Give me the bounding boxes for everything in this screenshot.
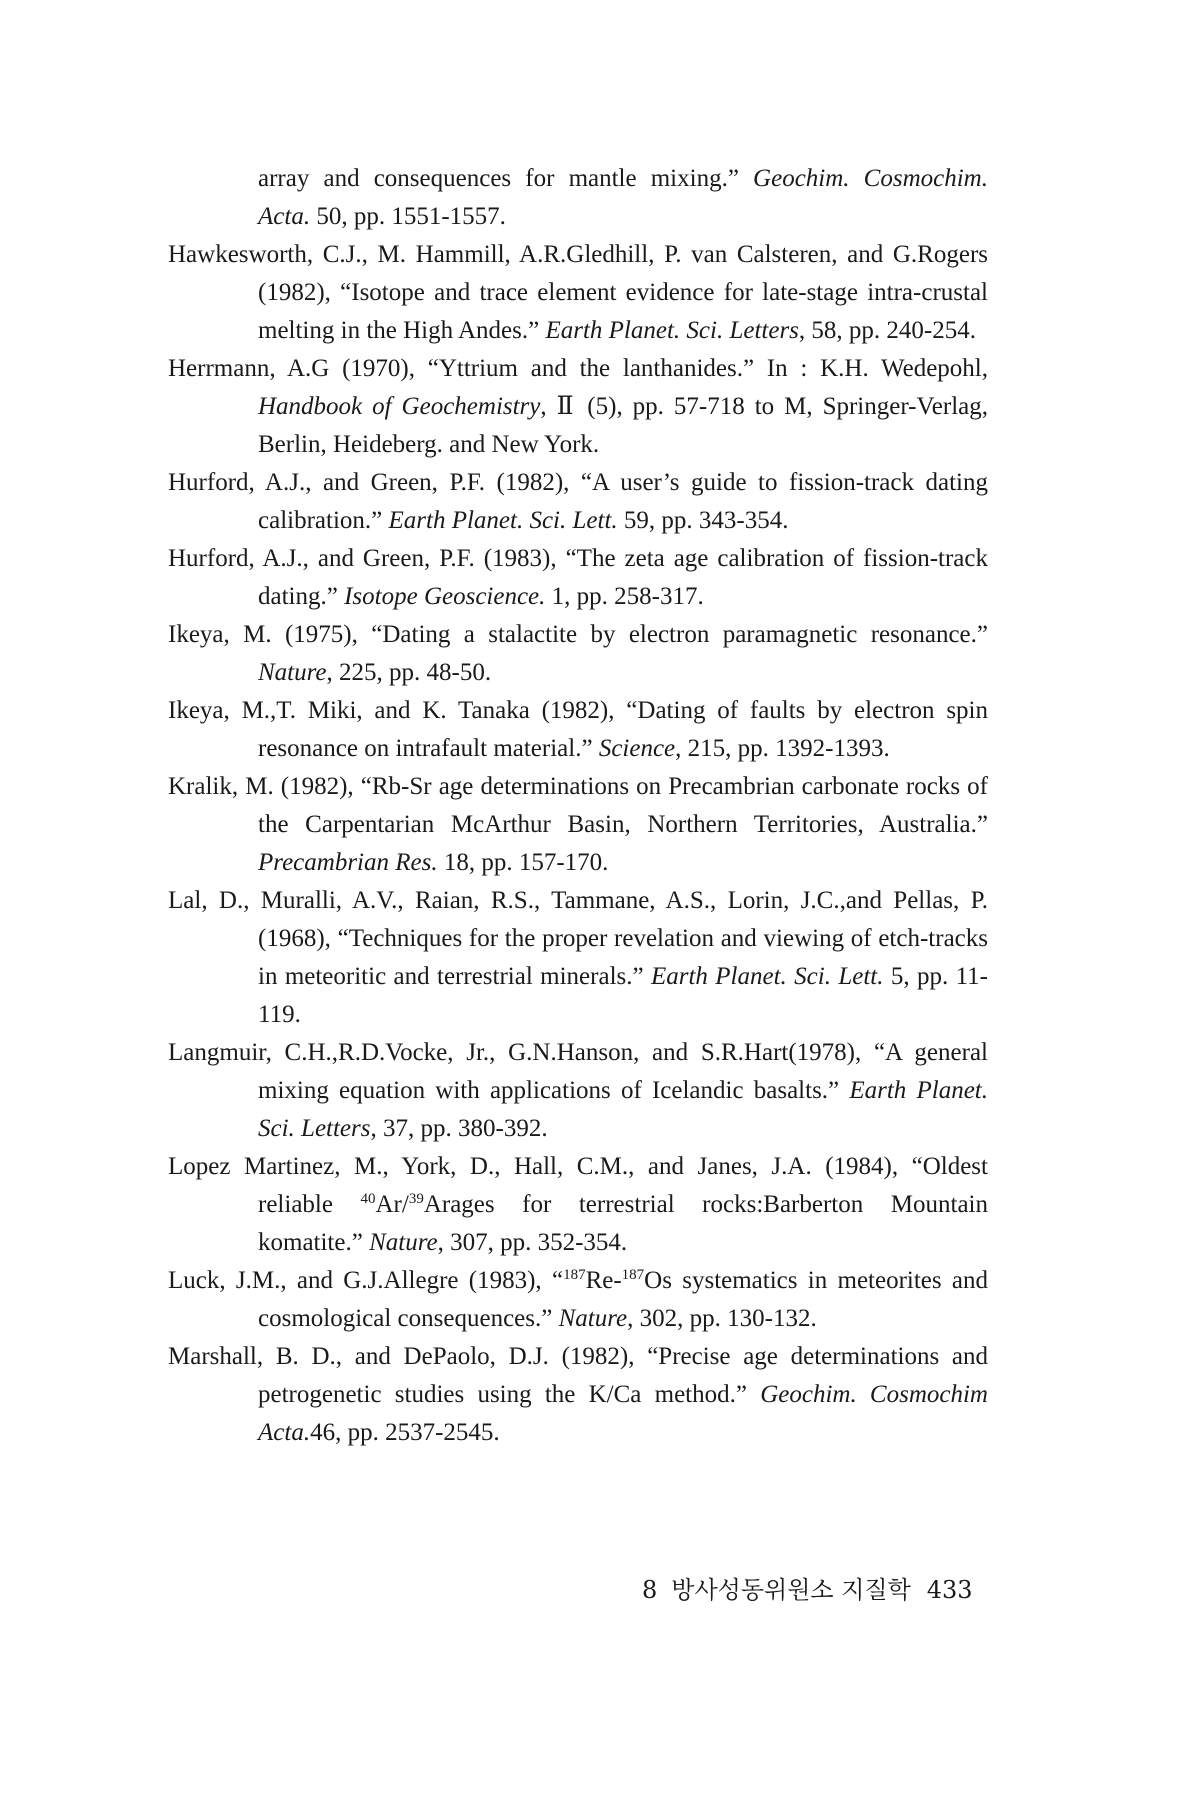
journal-title: Nature (369, 1229, 438, 1256)
reference-text: Hurford, A.J., and Green, P.F. (1983), “The zeta age calibration of fission-track dating.” (168, 545, 988, 610)
isotope-superscript: 39 (408, 1191, 424, 1207)
footer-book-title: 방사성동위원소 지질학 (671, 1576, 911, 1604)
journal-title: Earth Planet. Sci. Lett. (650, 963, 884, 990)
reference-entry (168, 464, 988, 540)
reference-text: Ar/ (375, 1191, 409, 1218)
isotope-superscript: 187 (621, 1267, 645, 1283)
reference-entry (168, 350, 988, 464)
journal-title: Earth Planet. Sci. Lett. (388, 507, 618, 534)
isotope-superscript: 40 (360, 1191, 376, 1207)
reference-text: , Ⅱ (5), pp. 57-718 to M, Springer-Verlag, Berlin, Heideberg. and New York. (258, 393, 988, 458)
journal-title: Handbook of Geochemistry (258, 393, 541, 420)
reference-list (168, 160, 988, 1452)
reference-text: , 302, pp. 130-132. (627, 1305, 817, 1332)
journal-title: Earth Planet. Sci. Letters (545, 317, 799, 344)
reference-entry (168, 540, 988, 616)
journal-title: Nature (558, 1305, 628, 1332)
reference-text: Kralik, M. (1982), “Rb-Sr age determinations on Precambrian carbonate rocks of the Carpentarian McArthur Basin, Northern Territories, Australia.” (168, 773, 988, 838)
isotope-superscript: 187 (563, 1267, 586, 1283)
reference-entry (168, 692, 988, 768)
page-footer (642, 1570, 973, 1605)
reference-text: Ikeya, M.,T. Miki, and K. Tanaka (1982), “Dating of faults by electron spin resonance on intrafault material.” (168, 697, 988, 762)
reference-entry (168, 1148, 988, 1262)
reference-text: 1, pp. 258-317. (545, 583, 704, 610)
reference-entry (168, 1338, 988, 1452)
reference-text: , 37, pp. 380-392. (370, 1115, 548, 1142)
journal-title: Science (598, 735, 676, 762)
reference-text: Arages for terrestrial rocks:Barberton Mountain komatite.” (258, 1191, 988, 1256)
reference-text: Lopez Martinez, M., York, D., Hall, C.M., and Janes, J.A. (1984), “Oldest reliable (168, 1153, 988, 1218)
reference-text: Ikeya, M. (1975), “Dating a stalactite by electron paramagnetic resonance.” (168, 621, 988, 648)
reference-entry (168, 160, 988, 236)
reference-text: , 225, pp. 48-50. (326, 659, 492, 686)
reference-entry (168, 882, 988, 1034)
journal-title: Earth Planet. Sci. Letters (258, 1077, 988, 1142)
reference-entry (168, 616, 988, 692)
journal-title: Geochim. Cosmochim Acta. (258, 1381, 988, 1446)
page-number: 433 (926, 1576, 973, 1604)
reference-text: Re- (585, 1267, 622, 1294)
reference-text: , 58, pp. 240-254. (798, 317, 976, 344)
reference-entry (168, 1034, 988, 1148)
reference-entry (168, 1262, 988, 1338)
reference-text: 18, pp. 157-170. (437, 849, 609, 876)
reference-text: Herrmann, A.G (1970), “Yttrium and the lanthanides.” In : K.H. Wedepohl, (168, 355, 988, 382)
reference-entry (168, 768, 988, 882)
reference-text: array and consequences for mantle mixing.” (258, 165, 754, 192)
reference-text: Marshall, B. D., and DePaolo, D.J. (1982), “Precise age determinations and petrogenetic studies using the K/Ca method.” (168, 1343, 988, 1408)
reference-text: Hawkesworth, C.J., M. Hammill, A.R.Gledhill, P. van Calsteren, and G.Rogers (1982), “Isotope and trace element evidence for late-stage intra-crustal melting in the High Andes.” (168, 241, 988, 344)
journal-title: Precambrian Res. (258, 849, 438, 876)
reference-text: Os systematics in meteorites and cosmological consequences.” (258, 1267, 988, 1332)
reference-entry (168, 236, 988, 350)
reference-text: 5, pp. 11-119. (258, 963, 989, 1028)
reference-text: 50, pp. 1551-1557. (310, 203, 506, 230)
reference-text: , 215, pp. 1392-1393. (675, 735, 890, 762)
journal-title: Geochim. Cosmochim. Acta. (258, 165, 988, 230)
reference-text: Luck, J.M., and G.J.Allegre (1983), “ (168, 1267, 564, 1294)
reference-text: 59, pp. 343-354. (617, 507, 789, 534)
journal-title: Nature (258, 659, 327, 686)
reference-text: , 307, pp. 352-354. (437, 1229, 628, 1256)
reference-text: Lal, D., Muralli, A.V., Raian, R.S., Tammane, A.S., Lorin, J.C.,and Pellas, P. (1968), “Techniques for the proper revelation and viewing of etch-tracks in meteoritic and terrestrial minerals.” (168, 887, 988, 990)
footer-chapter-number: 8 (642, 1576, 658, 1604)
reference-text: Langmuir, C.H.,R.D.Vocke, Jr., G.N.Hanson, and S.R.Hart(1978), “A general mixing equation with applications of Icelandic basalts.” (168, 1039, 988, 1104)
journal-title: Isotope Geoscience. (344, 583, 546, 610)
reference-text: 46, pp. 2537-2545. (310, 1419, 500, 1446)
reference-text: Hurford, A.J., and Green, P.F. (1982), “A user’s guide to fission-track dating calibration.” (168, 469, 988, 534)
